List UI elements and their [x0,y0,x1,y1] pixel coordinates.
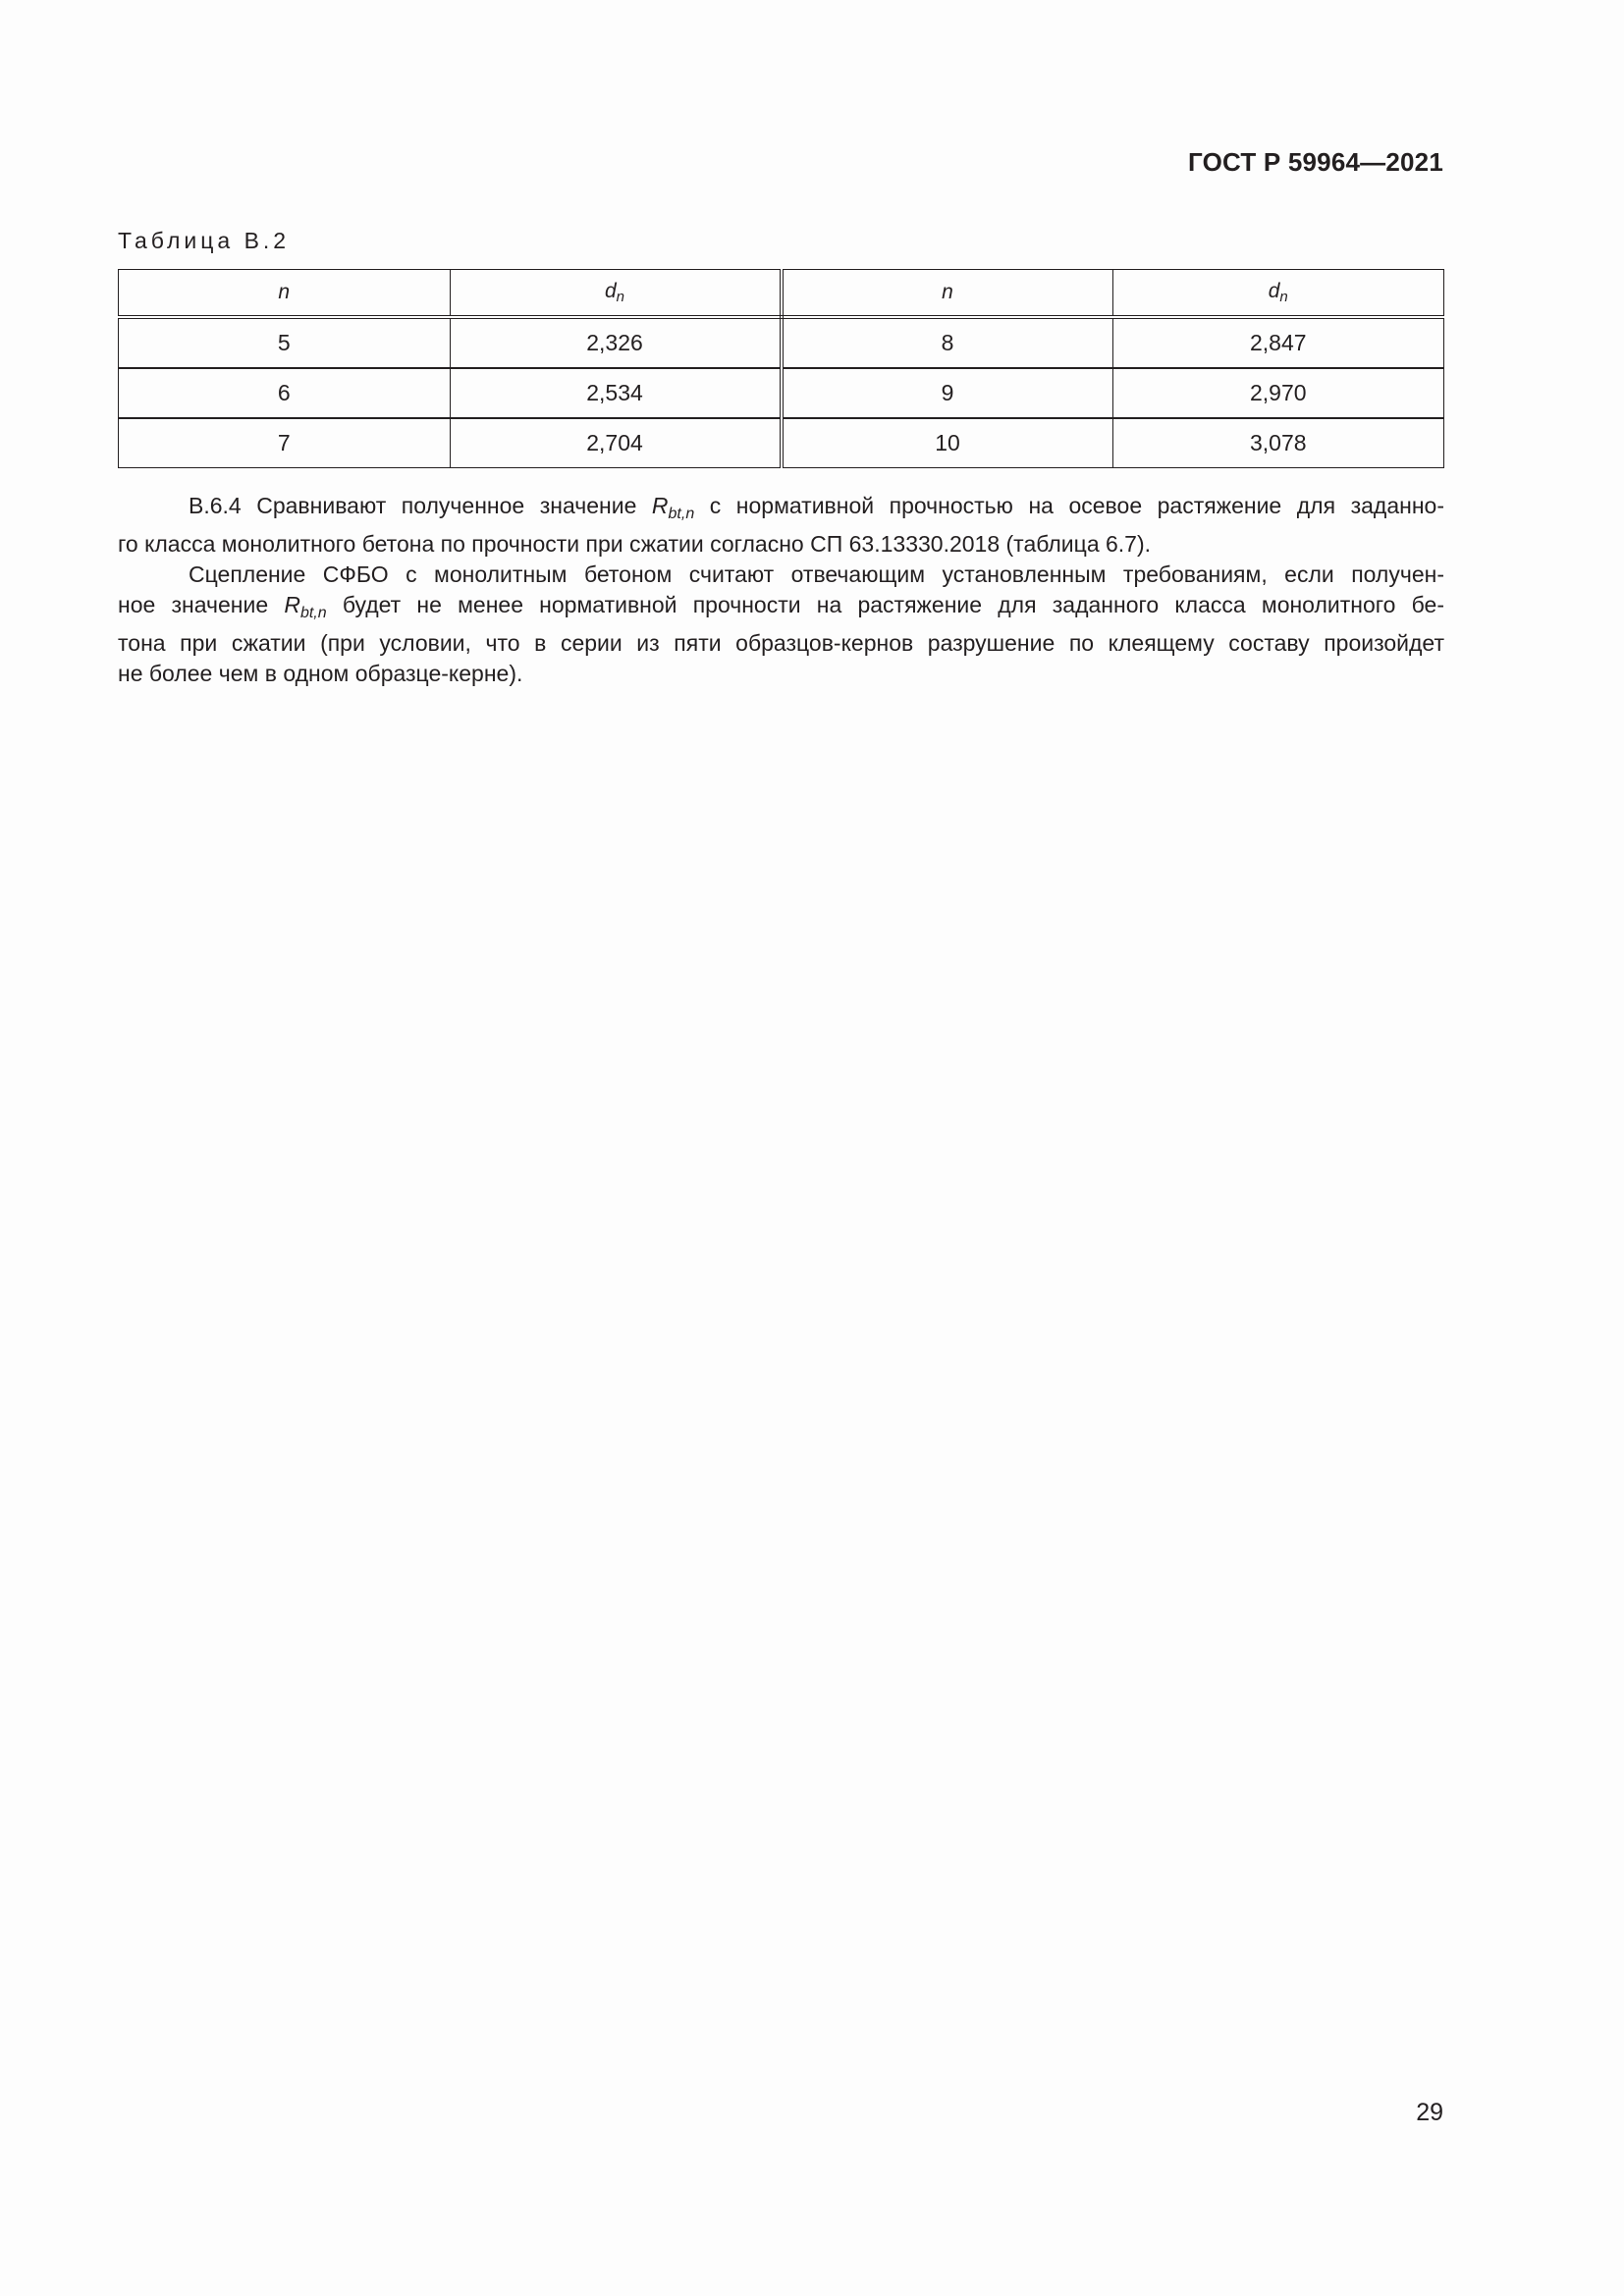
header-cell-n-left [119,270,451,318]
coefficient-table [118,269,1444,468]
table-cell: 9 [782,368,1113,418]
header-n-text: n [278,281,291,303]
table-row [119,368,1444,418]
paragraph-adhesion [118,560,1444,689]
table-row [119,418,1444,468]
header-d-text: d [1268,280,1280,302]
table-cell: 2,704 [450,418,782,468]
table-cell: 6 [119,368,451,418]
text-line: не более чем в одном образце-керне). [118,661,523,686]
header-cell-dn-right [1112,270,1444,318]
text-fragment: с нормативной прочностью на осевое растяжение для заданно- [694,493,1444,518]
table-header-row [119,270,1444,318]
body-text [118,491,1444,689]
table-cell: 5 [119,317,451,368]
symbol-subscript: bt,n [668,506,695,522]
header-d-text: d [604,280,617,302]
text-line: го класса монолитного бетона по прочности при сжатии согласно СП 63.13330.2018 (таблица 6.7). [118,531,1152,557]
symbol-rbtn [284,592,327,621]
page-number: 29 [1416,2099,1443,2126]
header-cell-dn-left [450,270,782,318]
header-d-subscript: n [1279,289,1288,305]
table-cell: 2,970 [1112,368,1444,418]
text-fragment: ное значение [118,592,285,617]
text-line [118,491,1444,529]
text-fragment: будет не менее нормативной прочности на растяжение для заданного класса монолитного бе- [326,592,1444,617]
table-cell: 2,326 [450,317,782,368]
text-fragment: В.6.4 Сравнивают полученное значение [189,493,652,518]
table-cell: 10 [782,418,1113,468]
table-cell: 2,847 [1112,317,1444,368]
table-cell: 3,078 [1112,418,1444,468]
symbol-main: R [284,592,300,617]
symbol-main: R [651,493,669,518]
table-cell: 7 [119,418,451,468]
symbol-subscript: bt,n [299,605,327,621]
table-row [119,317,1444,368]
text-line: Сцепление СФБО с монолитным бетоном считают отвечающим установленным требованиям, если получен- [189,561,1444,587]
text-line [118,590,1444,628]
table-cell: 2,534 [450,368,782,418]
table-caption: Таблица В.2 [118,228,291,253]
text-line: тона при сжатии (при условии, что в серии из пяти образцов-кернов разрушение по клеящему составу произойдет [118,630,1444,656]
document-code-header: ГОСТ Р 59964—2021 [1188,147,1443,177]
header-n-text: n [942,281,953,303]
paragraph-b64 [118,491,1444,560]
header-d-subscript: n [616,289,625,305]
symbol-rbtn [651,493,695,522]
header-cell-n-right [782,270,1113,318]
table-cell: 8 [782,317,1113,368]
